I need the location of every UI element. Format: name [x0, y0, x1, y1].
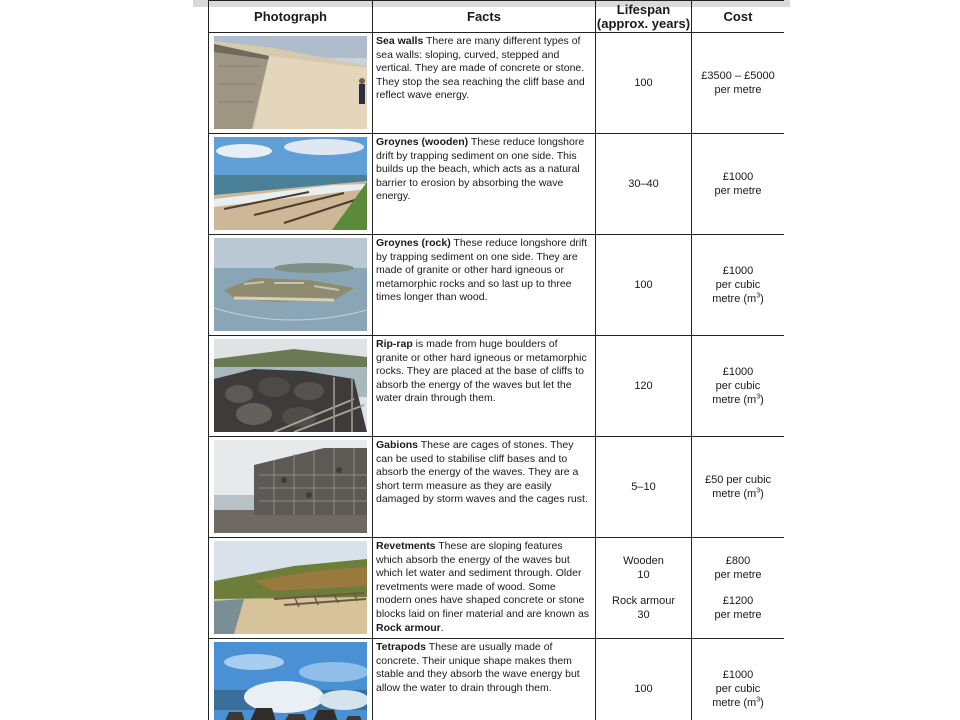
lifespan-cell: 100 [596, 33, 692, 134]
wooden-groynes-photo [214, 137, 367, 230]
cost-superscript: 3 [756, 292, 761, 300]
defence-description-end: . [440, 621, 444, 634]
photo-cell [209, 235, 373, 336]
cost-line: per metre [714, 609, 762, 621]
facts-cell [373, 235, 596, 336]
facts-cell [373, 639, 596, 720]
defence-title: Groynes (wooden) [376, 136, 469, 148]
defence-description: is made from huge boulders of granite or other hard igneous or metamorphic rocks. They are placed at the base of cliffs to absorb the energy of the waves but let the water drain through them. [376, 338, 587, 405]
defence-description: These are cages of stones. They can be used to stabilise cliff bases and to absorb the energy of the waves. They are a short term measure as they are easily damaged by storm waves and the cages rust. [376, 439, 588, 506]
photo-cell [209, 538, 373, 639]
defence-title: Gabions [376, 439, 419, 451]
defence-description: These reduce longshore drift by trapping sediment on one side. They are made of granite or other hard igneous or metamorphic rocks and so last up to three times longer than wood. [376, 237, 588, 304]
photo-cell [209, 134, 373, 235]
cost-close-paren: ) [760, 697, 764, 709]
cost-line: per metre [714, 569, 762, 581]
facts-cell [373, 538, 596, 639]
table-row [209, 235, 785, 336]
lifespan-value: 30 [637, 609, 650, 621]
photo-cell [209, 33, 373, 134]
coastal-defences-table [208, 0, 784, 720]
cost-line: per metre [714, 84, 762, 96]
cost-line: metre (m [712, 697, 757, 709]
cost-cell [692, 134, 785, 235]
defence-title: Sea walls [376, 35, 424, 47]
lifespan-label: Wooden [623, 555, 664, 567]
header-facts: Facts [373, 1, 596, 33]
cost-line: £1000 [722, 366, 754, 378]
defence-description: These are usually made of concrete. Their unique shape makes them stable and they absorb the wave energy but allow the water to drain through them. [376, 641, 580, 694]
cost-line: £1000 [722, 669, 754, 681]
cost-line: per metre [714, 185, 762, 197]
cost-superscript: 3 [756, 393, 761, 401]
lifespan-cell: 30–40 [596, 134, 692, 235]
cost-line: per cubic [715, 683, 761, 695]
facts-cell [373, 437, 596, 538]
rip-rap-photo [214, 339, 367, 432]
defence-title: Groynes (rock) [376, 237, 451, 249]
table-row [209, 33, 785, 134]
facts-cell [373, 336, 596, 437]
cost-cell [692, 437, 785, 538]
header-photograph: Photograph [209, 1, 373, 33]
cost-close-paren: ) [760, 488, 764, 500]
table-header-row [209, 1, 785, 33]
header-lifespan [596, 1, 692, 33]
header-cost: Cost [692, 1, 785, 33]
defence-title: Rip-rap [376, 338, 413, 350]
defence-title: Tetrapods [376, 641, 426, 653]
cost-line: per cubic [715, 279, 761, 291]
cost-line: £1200 [722, 595, 754, 607]
facts-cell [373, 33, 596, 134]
defence-title: Revetments [376, 540, 436, 552]
lifespan-cell: 5–10 [596, 437, 692, 538]
cost-line: metre (m [712, 293, 757, 305]
header-lifespan-line1: Lifespan [616, 1, 671, 17]
table-row [209, 538, 785, 639]
lifespan-cell: 120 [596, 336, 692, 437]
cost-close-paren: ) [760, 394, 764, 406]
cost-close-paren: ) [760, 293, 764, 305]
defence-description: These reduce longshore drift by trapping sediment on one side. This builds up the beach, which acts as a natural barrier to erosion by absorbing the wave energy. [376, 136, 585, 203]
tetrapods-photo [214, 642, 367, 720]
header-lifespan-line2: (approx. years) [596, 15, 691, 31]
cost-cell [692, 538, 785, 639]
lifespan-value: 10 [637, 569, 650, 581]
lifespan-cell [596, 538, 692, 639]
cost-cell [692, 336, 785, 437]
cost-superscript: 3 [756, 487, 761, 495]
rock-armour-term: Rock armour [376, 621, 441, 634]
table-row [209, 134, 785, 235]
gabions-photo [214, 440, 367, 533]
photo-cell [209, 336, 373, 437]
cost-line: £800 [725, 555, 751, 567]
photo-cell [209, 437, 373, 538]
cost-cell [692, 639, 785, 720]
cost-line: per cubic [715, 380, 761, 392]
cost-line: £3500 – £5000 [701, 70, 775, 82]
cost-superscript: 3 [756, 696, 761, 704]
defence-description: There are many different types of sea walls: sloping, curved, stepped and vertical. They are made of concrete or stone. They stop the sea reaching the cliff base and reflect wave energy. [376, 35, 585, 102]
cost-line: £1000 [722, 171, 754, 183]
lifespan-cell: 100 [596, 235, 692, 336]
cost-line: metre (m [712, 394, 757, 406]
sea-wall-photo [214, 36, 367, 129]
cost-cell [692, 33, 785, 134]
table-row [209, 639, 785, 720]
coastal-defences-document [208, 0, 784, 720]
photo-cell [209, 639, 373, 720]
table-row [209, 437, 785, 538]
rock-groynes-photo [214, 238, 367, 331]
cost-line: metre (m [712, 488, 757, 500]
revetments-photo [214, 541, 367, 634]
table-row [209, 336, 785, 437]
facts-cell [373, 134, 596, 235]
lifespan-label: Rock armour [612, 595, 675, 607]
cost-line: £50 per cubic [704, 474, 772, 486]
cost-cell [692, 235, 785, 336]
defence-description: These are sloping features which absorb the energy of the waves but which let water and sediment through. Older revetments were made of wood. Some modern ones have shaped concrete or stone blocks laid on finer material and are known as [376, 540, 590, 620]
lifespan-cell: 100 [596, 639, 692, 720]
cost-line: £1000 [722, 265, 754, 277]
